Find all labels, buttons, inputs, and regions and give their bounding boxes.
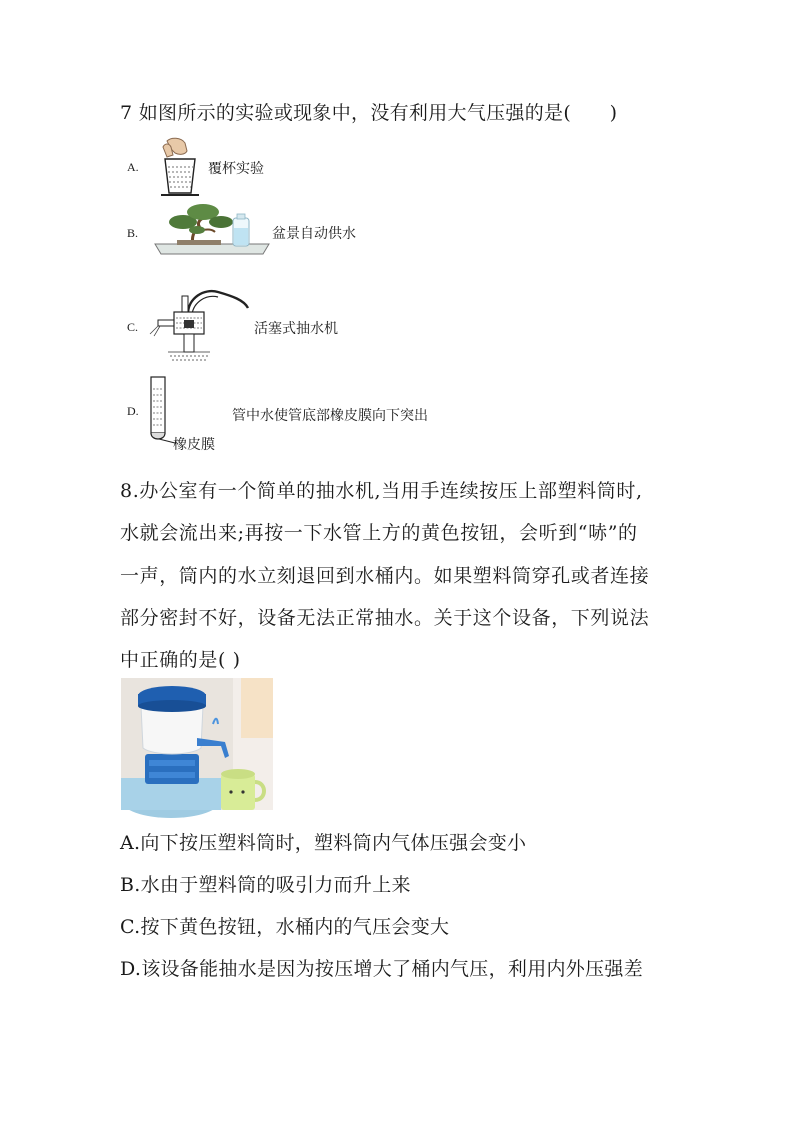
option-c-letter: C. xyxy=(127,320,139,334)
question-8-line-3: 一声，筒内的水立刻退回到水桶内。如果塑料筒穿孔或者连接 xyxy=(120,565,650,587)
option-d-label: 管中水使管底部橡皮膜向下突出 xyxy=(232,408,428,424)
option-b-label: 盆景自动供水 xyxy=(272,226,356,242)
water-pump-photo xyxy=(121,678,273,810)
cup-experiment-illustration xyxy=(155,137,205,199)
option-b-letter: B. xyxy=(127,226,139,240)
question-8-line-2: 水就会流出来;再按一下水管上方的黄色按钮，会听到“哧”的 xyxy=(120,522,638,544)
question-8-line-1: 8.办公室有一个简单的抽水机,当用手连续按压上部塑料筒时, xyxy=(120,480,643,502)
membrane-label: 橡皮膜 xyxy=(173,437,215,453)
option-c-label: 活塞式抽水机 xyxy=(254,321,338,337)
bonsai-water-supply-illustration xyxy=(153,200,271,262)
question-8-line-4: 部分密封不好，设备无法正常抽水。关于这个设备，下列说法 xyxy=(120,607,650,629)
piston-pump-illustration xyxy=(148,284,248,364)
option-a-letter: A. xyxy=(127,160,139,174)
choice-b: B.水由于塑料筒的吸引力而升上来 xyxy=(120,874,411,896)
question-7-stem: 7 如图所示的实验或现象中，没有利用大气压强的是( ) xyxy=(120,102,618,124)
option-d-letter: D. xyxy=(127,404,139,418)
choice-d: D.该设备能抽水是因为按压增大了桶内气压，利用内外压强差 xyxy=(120,958,643,980)
option-a-label: 覆杯实验 xyxy=(208,161,264,177)
question-8-line-5: 中正确的是( ) xyxy=(120,649,241,671)
choice-a: A.向下按压塑料筒时，塑料筒内气体压强会变小 xyxy=(120,832,527,854)
choice-c: C.按下黄色按钮，水桶内的气压会变大 xyxy=(120,916,450,938)
